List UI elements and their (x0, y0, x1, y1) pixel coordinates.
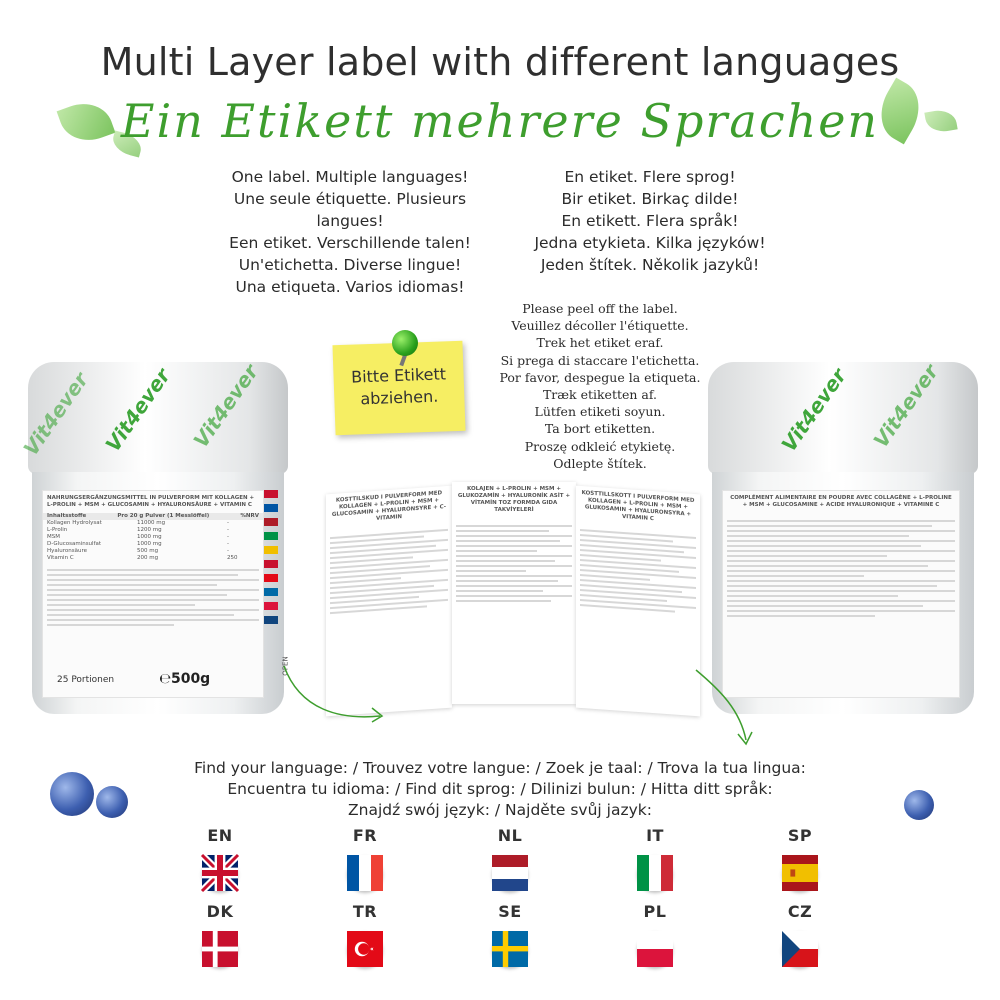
language-option-fr[interactable]: FR (335, 826, 395, 891)
language-option-it[interactable]: IT (625, 826, 685, 891)
find-language-line: Znajdź swój język: / Najděte svůj jazyk: (348, 801, 652, 819)
uk-flag-icon (202, 855, 238, 891)
flags-row-1 (190, 826, 830, 891)
czech-flag-icon (782, 931, 818, 967)
table-row: Hyaluronsäure 500 mg - (47, 548, 229, 554)
language-option-cz[interactable]: CZ (770, 902, 830, 967)
table-row: D-Glucosaminsulfat 1000 mg - (47, 541, 229, 547)
nutrition-table-header: Inhaltsstoffe Pro 20 g Pulver (1 Messlöffel) %NRV (43, 513, 263, 520)
push-pin-icon (392, 330, 418, 356)
poland-flag-icon (637, 931, 673, 967)
language-line: One label. Multiple languages! (231, 168, 469, 186)
peel-line: Proszę odkleić etykietę. (524, 438, 676, 454)
language-line: En etiket. Flere sprog! (564, 168, 736, 186)
table-row: Kollagen Hydrolysat 11000 mg - (47, 520, 229, 526)
language-line: En etikett. Flera språk! (561, 212, 739, 230)
language-line: Jedna etykieta. Kilka języków! (534, 234, 766, 252)
peel-line: Por favor, despegue la etiqueta. (499, 369, 701, 385)
nutrition-table (43, 520, 263, 562)
table-row: Vitamin C 200 mg 250 (47, 555, 238, 561)
jar-left-lid (18, 360, 288, 474)
language-option-sp[interactable]: SP (770, 826, 830, 891)
page-subtitle: Ein Etikett mehrere Sprachen (120, 94, 880, 148)
sticky-note: Bitte Etikett abziehen. (332, 341, 465, 435)
arrow-right-icon (690, 660, 770, 750)
flags-row-2 (190, 902, 830, 967)
language-option-pl[interactable]: PL (625, 902, 685, 967)
table-row: MSM 1000 mg - (47, 534, 229, 540)
peel-line: Veuillez décoller l'étiquette. (511, 318, 689, 334)
turkey-flag-icon (347, 931, 383, 967)
language-option-tr[interactable]: TR (335, 902, 395, 967)
language-line: Une seule étiquette. Plusieurs langues! (233, 190, 467, 230)
italy-flag-icon (637, 855, 673, 891)
booklet-panel-se: KOSTTILLSKOTT I PULVERFORM MED KOLLAGEN + L-PROLIN + MSM + GLUKOSAMIN + HYALURONSYRA + VITAMIN C (576, 486, 700, 717)
open-tab[interactable]: OPEN (281, 656, 290, 676)
brand-logo: Vit4ever (188, 360, 263, 452)
netherlands-flag-icon (492, 855, 528, 891)
peel-line: Lütfen etiketi soyun. (534, 404, 666, 420)
peel-line: Si prega di staccare l'etichetta. (500, 352, 700, 368)
brand-logo: Vit4ever (868, 360, 943, 452)
peel-line: Please peel off the label. (522, 301, 678, 316)
peel-line: Trek het etiket eraf. (536, 335, 664, 351)
peel-line: Odlepte štítek. (553, 455, 647, 471)
label-flag-strip (264, 490, 278, 624)
peel-instructions (440, 300, 760, 472)
spain-flag-icon (782, 855, 818, 891)
jar-left-body (32, 472, 290, 714)
weight-text: ℮500g (159, 671, 211, 687)
brand-logo: Vit4ever (100, 364, 175, 456)
language-list-right (505, 166, 795, 276)
language-option-dk[interactable]: DK (190, 902, 250, 967)
brand-logo: Vit4ever (776, 364, 851, 456)
arrow-left-icon (280, 660, 390, 730)
booklet-panel-tr: KOLAJEN + L-PROLIN + MSM + GLUKOZAMİN + HYALURONİK ASİT + VİTAMİN TOZ FORMDA GIDA TAKVİYELERİ (452, 482, 576, 704)
language-option-en[interactable]: EN (190, 826, 250, 891)
page-title: Multi Layer label with different languages (100, 40, 900, 84)
jar-left (18, 360, 290, 714)
booklet-panel-dk: KOSTTILSKUD I PULVERFORM MED KOLLAGEN + L-PROLIN + MSM + GLUCOSAMIN + HYALURONSYRE + C-VITAMIN (326, 486, 452, 717)
find-language-line: Encuentra tu idioma: / Find dit sprog: / Dilinizi bulun: / Hitta ditt språk: (227, 780, 773, 798)
nutrition-label (42, 490, 264, 698)
label-header: NAHRUNGSERGÄNZUNGSMITTEL IN PULVERFORM MIT KOLLAGEN + L-PROLIN + MSM + GLUCOSAMIN + HYALURONSÄURE + VITAMIN C (47, 495, 255, 508)
peel-line: Ta bort etiketten. (544, 421, 656, 437)
sweden-flag-icon (492, 931, 528, 967)
language-line: Bir etiket. Birkaç dilde! (561, 190, 739, 208)
find-language-line: Find your language: / Trouvez votre langue: / Zoek je taal: / Trova la tua lingua: (194, 759, 806, 777)
language-line: Een etiket. Verschillende talen! (229, 234, 471, 252)
language-list-left (205, 166, 495, 298)
language-line: Jeden štítek. Několik jazyků! (540, 256, 760, 274)
language-line: Una etiqueta. Varios idiomas! (235, 278, 465, 296)
language-line: Un'etichetta. Diverse lingue! (238, 256, 462, 274)
label-header: COMPLÉMENT ALIMENTAIRE EN POUDRE AVEC COLLAGÈNE + L-PROLINE + MSM + GLUCOSAMINE + ACIDE HYALURONIQUE + VITAMINE C (730, 495, 952, 508)
language-option-se[interactable]: SE (480, 902, 540, 967)
find-language-text (0, 758, 1000, 821)
france-flag-icon (347, 855, 383, 891)
brand-logo: Vit4ever (18, 368, 93, 460)
peel-line: Træk etiketten af. (542, 387, 658, 403)
table-row: L-Prolin 1200 mg - (47, 527, 229, 533)
denmark-flag-icon (202, 931, 238, 967)
language-option-nl[interactable]: NL (480, 826, 540, 891)
portions-text: 25 Portionen (57, 675, 115, 685)
